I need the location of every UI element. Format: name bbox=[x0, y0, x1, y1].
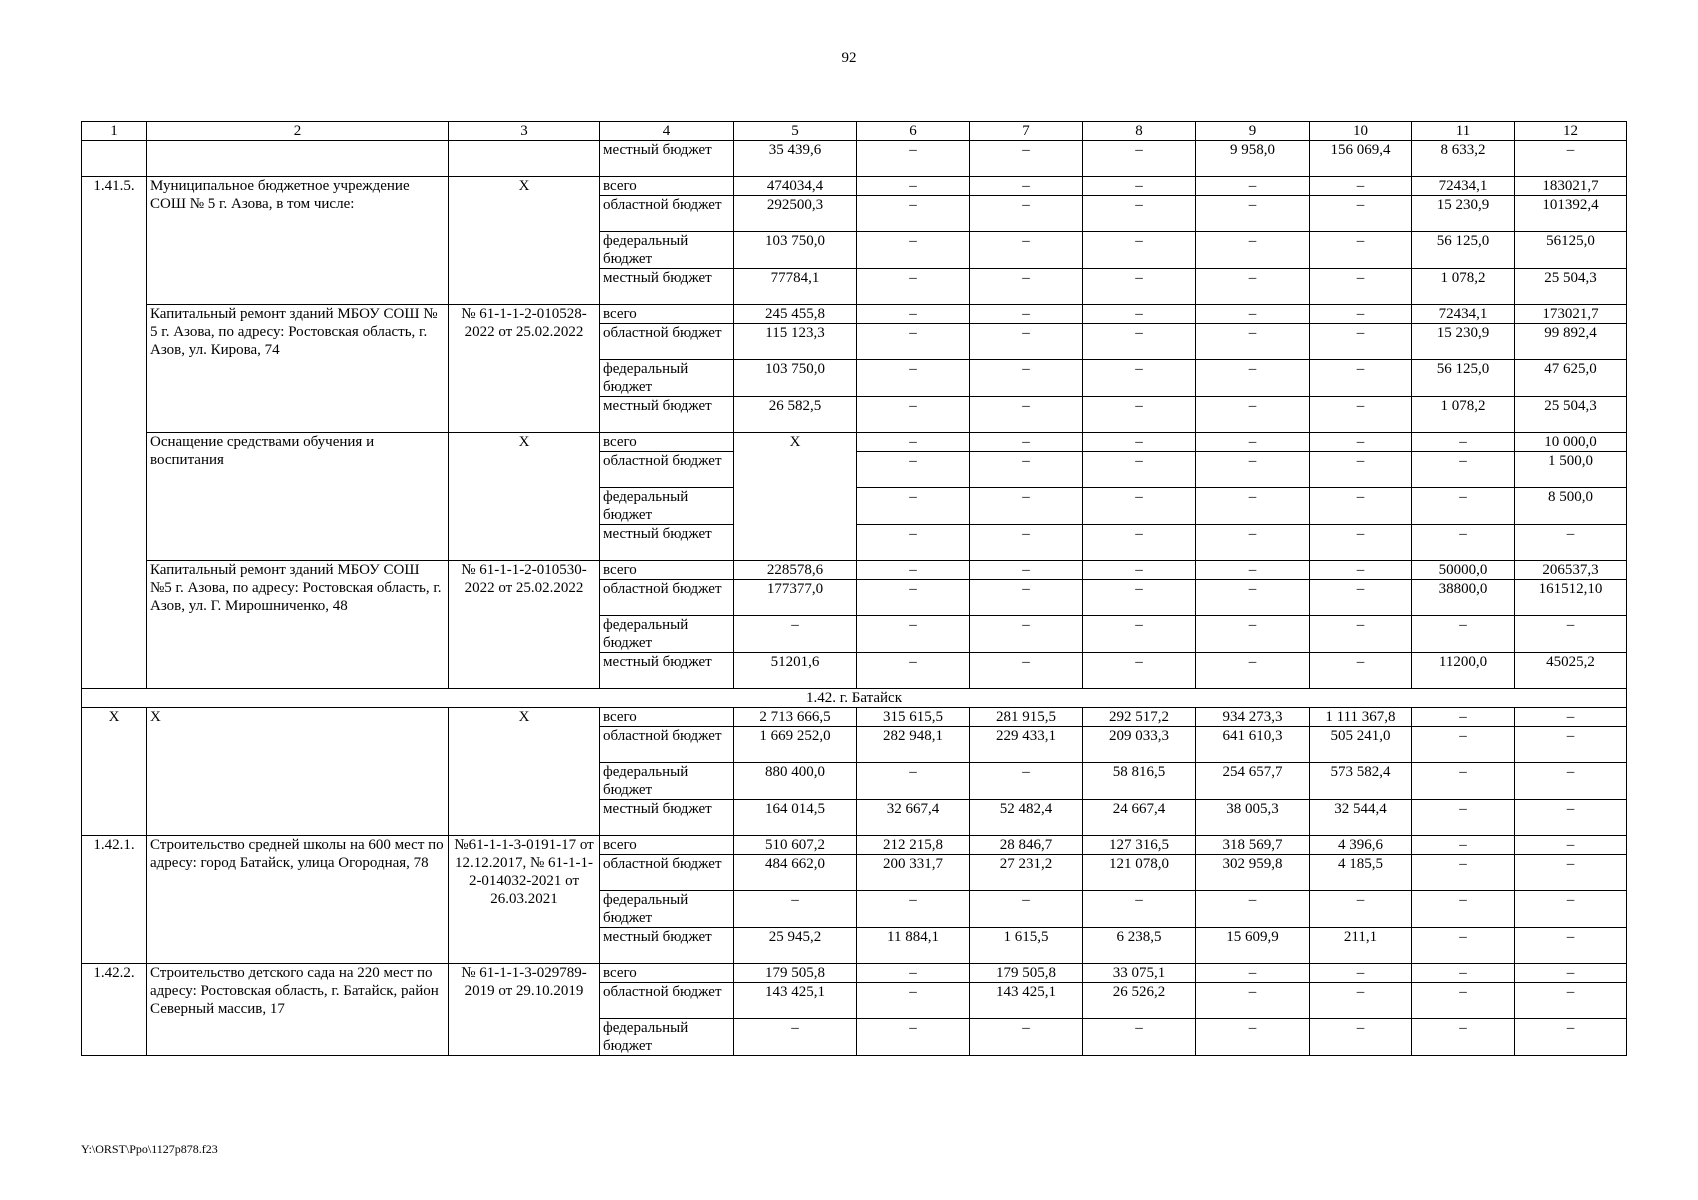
value-cell: – bbox=[970, 1019, 1083, 1056]
value-cell: – bbox=[1196, 452, 1310, 488]
value-cell: – bbox=[1412, 928, 1515, 964]
value-cell: 179 505,8 bbox=[970, 964, 1083, 983]
value-cell: – bbox=[1515, 800, 1627, 836]
value-cell: – bbox=[1310, 561, 1412, 580]
value-cell: – bbox=[1196, 269, 1310, 305]
column-number: 6 bbox=[857, 122, 970, 141]
budget-source: областной бюджет bbox=[600, 580, 734, 616]
value-cell: 38 005,3 bbox=[1196, 800, 1310, 836]
value-cell: 474034,4 bbox=[734, 177, 857, 196]
value-cell: – bbox=[857, 653, 970, 689]
item-description: Строительство средней школы на 600 мест по адресу: город Батайск, улица Огородная, 78 bbox=[147, 836, 449, 964]
value-cell: – bbox=[1083, 653, 1196, 689]
budget-source: областной бюджет bbox=[600, 983, 734, 1019]
value-cell: 505 241,0 bbox=[1310, 727, 1412, 763]
document-number: X bbox=[449, 433, 600, 561]
item-number: X bbox=[82, 708, 147, 836]
budget-source: федеральный бюджет bbox=[600, 232, 734, 269]
value-cell: 8 633,2 bbox=[1412, 141, 1515, 177]
column-number: 3 bbox=[449, 122, 600, 141]
document-number: X bbox=[449, 708, 600, 836]
value-cell: – bbox=[1196, 360, 1310, 397]
value-cell: 254 657,7 bbox=[1196, 763, 1310, 800]
budget-source: местный бюджет bbox=[600, 928, 734, 964]
value-cell: – bbox=[1196, 488, 1310, 525]
value-cell: 121 078,0 bbox=[1083, 855, 1196, 891]
document-number: № 61-1-1-3-029789-2019 от 29.10.2019 bbox=[449, 964, 600, 1056]
value-cell: – bbox=[1515, 928, 1627, 964]
value-cell: – bbox=[857, 177, 970, 196]
value-cell: 15 230,9 bbox=[1412, 196, 1515, 232]
table-row bbox=[82, 964, 1627, 983]
value-cell: 143 425,1 bbox=[734, 983, 857, 1019]
value-cell: – bbox=[1083, 1019, 1196, 1056]
value-cell: 28 846,7 bbox=[970, 836, 1083, 855]
value-cell: – bbox=[1083, 616, 1196, 653]
value-cell: – bbox=[1083, 580, 1196, 616]
value-cell: – bbox=[1515, 727, 1627, 763]
budget-source: местный бюджет bbox=[600, 800, 734, 836]
value-cell: – bbox=[970, 196, 1083, 232]
value-cell: 11 884,1 bbox=[857, 928, 970, 964]
value-cell: 32 544,4 bbox=[1310, 800, 1412, 836]
value-cell: 164 014,5 bbox=[734, 800, 857, 836]
value-cell: 292 517,2 bbox=[1083, 708, 1196, 727]
value-cell: 45025,2 bbox=[1515, 653, 1627, 689]
value-cell: – bbox=[1412, 727, 1515, 763]
value-cell: – bbox=[857, 269, 970, 305]
value-cell: 282 948,1 bbox=[857, 727, 970, 763]
value-cell: 318 569,7 bbox=[1196, 836, 1310, 855]
value-cell: 10 000,0 bbox=[1515, 433, 1627, 452]
value-cell: – bbox=[1310, 232, 1412, 269]
table-row bbox=[82, 177, 1627, 196]
value-cell: – bbox=[857, 433, 970, 452]
value-cell: – bbox=[1196, 232, 1310, 269]
budget-source: местный бюджет bbox=[600, 269, 734, 305]
value-cell: 6 238,5 bbox=[1083, 928, 1196, 964]
item-description: Строительство детского сада на 220 мест по адресу: Ростовская область, г. Батайск, район Северный массив, 17 bbox=[147, 964, 449, 1056]
value-cell: 4 185,5 bbox=[1310, 855, 1412, 891]
budget-source: местный бюджет bbox=[600, 141, 734, 177]
value-cell: 302 959,8 bbox=[1196, 855, 1310, 891]
item-description: X bbox=[147, 708, 449, 836]
value-cell: – bbox=[970, 269, 1083, 305]
value-cell: 72434,1 bbox=[1412, 305, 1515, 324]
value-cell: 56 125,0 bbox=[1412, 360, 1515, 397]
value-cell: – bbox=[970, 561, 1083, 580]
column-number: 5 bbox=[734, 122, 857, 141]
value-cell: 641 610,3 bbox=[1196, 727, 1310, 763]
value-cell: – bbox=[1196, 580, 1310, 616]
value-cell: – bbox=[1515, 891, 1627, 928]
budget-source: всего bbox=[600, 177, 734, 196]
table-row bbox=[82, 561, 1627, 580]
value-cell: – bbox=[1515, 708, 1627, 727]
value-cell: – bbox=[857, 196, 970, 232]
value-cell: 229 433,1 bbox=[970, 727, 1083, 763]
value-cell: – bbox=[1310, 525, 1412, 561]
budget-source: всего bbox=[600, 433, 734, 452]
value-cell: – bbox=[1196, 433, 1310, 452]
value-cell: – bbox=[1412, 836, 1515, 855]
value-cell: – bbox=[1310, 964, 1412, 983]
table-row bbox=[82, 141, 1627, 177]
value-cell: – bbox=[857, 324, 970, 360]
value-cell: – bbox=[1310, 653, 1412, 689]
value-cell: – bbox=[1083, 488, 1196, 525]
value-cell: – bbox=[1412, 964, 1515, 983]
value-cell: – bbox=[1083, 232, 1196, 269]
value-cell: – bbox=[857, 561, 970, 580]
budget-source: федеральный бюджет bbox=[600, 488, 734, 525]
table-row bbox=[82, 836, 1627, 855]
budget-source: федеральный бюджет bbox=[600, 1019, 734, 1056]
value-cell: 1 500,0 bbox=[1515, 452, 1627, 488]
document-number: №61-1-1-3-0191-17 от 12.12.2017, № 61-1-1-2-014032-2021 от 26.03.2021 bbox=[449, 836, 600, 964]
table-row bbox=[82, 708, 1627, 727]
value-cell: 1 078,2 bbox=[1412, 397, 1515, 433]
value-cell: – bbox=[857, 397, 970, 433]
value-cell: 56125,0 bbox=[1515, 232, 1627, 269]
column-number: 12 bbox=[1515, 122, 1627, 141]
value-cell: 8 500,0 bbox=[1515, 488, 1627, 525]
value-cell: 26 526,2 bbox=[1083, 983, 1196, 1019]
value-cell: – bbox=[734, 616, 857, 653]
value-cell: – bbox=[1515, 964, 1627, 983]
value-cell: – bbox=[970, 360, 1083, 397]
value-cell: – bbox=[970, 177, 1083, 196]
value-cell: – bbox=[857, 891, 970, 928]
value-cell: – bbox=[857, 616, 970, 653]
item-description bbox=[147, 141, 449, 177]
column-number: 8 bbox=[1083, 122, 1196, 141]
value-cell: – bbox=[1083, 269, 1196, 305]
header-row bbox=[82, 122, 1627, 141]
value-cell: 25 945,2 bbox=[734, 928, 857, 964]
value-cell: – bbox=[970, 763, 1083, 800]
value-cell: – bbox=[1083, 397, 1196, 433]
value-cell: 1 111 367,8 bbox=[1310, 708, 1412, 727]
item-description: Муниципальное бюджетное учреждение СОШ № 5 г. Азова, в том числе: bbox=[147, 177, 449, 305]
value-cell: – bbox=[857, 141, 970, 177]
value-cell: – bbox=[970, 397, 1083, 433]
value-cell: 24 667,4 bbox=[1083, 800, 1196, 836]
value-cell: 510 607,2 bbox=[734, 836, 857, 855]
value-cell: 38800,0 bbox=[1412, 580, 1515, 616]
value-cell: 25 504,3 bbox=[1515, 397, 1627, 433]
value-cell: – bbox=[1196, 196, 1310, 232]
value-cell: – bbox=[857, 305, 970, 324]
value-cell: – bbox=[1515, 836, 1627, 855]
value-cell: – bbox=[1310, 305, 1412, 324]
budget-source: местный бюджет bbox=[600, 397, 734, 433]
value-cell: 33 075,1 bbox=[1083, 964, 1196, 983]
value-cell: – bbox=[1196, 324, 1310, 360]
value-cell: – bbox=[1412, 488, 1515, 525]
budget-source: федеральный бюджет bbox=[600, 360, 734, 397]
document-number: X bbox=[449, 177, 600, 305]
file-path-footer: Y:\ORST\Ppo\1127p878.f23 bbox=[81, 1142, 218, 1156]
value-cell: – bbox=[1310, 891, 1412, 928]
value-cell: – bbox=[1196, 983, 1310, 1019]
document-number: № 61-1-1-2-010528-2022 от 25.02.2022 bbox=[449, 305, 600, 433]
value-cell: – bbox=[1196, 653, 1310, 689]
budget-source: федеральный бюджет bbox=[600, 616, 734, 653]
value-cell: 212 215,8 bbox=[857, 836, 970, 855]
value-cell: 1 669 252,0 bbox=[734, 727, 857, 763]
value-cell: 9 958,0 bbox=[1196, 141, 1310, 177]
value-cell: – bbox=[857, 232, 970, 269]
value-cell: 103 750,0 bbox=[734, 232, 857, 269]
value-cell: – bbox=[970, 141, 1083, 177]
value-cell: – bbox=[1310, 452, 1412, 488]
budget-source: всего bbox=[600, 836, 734, 855]
value-cell: – bbox=[1412, 525, 1515, 561]
value-cell: – bbox=[1083, 324, 1196, 360]
value-cell: – bbox=[1196, 525, 1310, 561]
value-cell: – bbox=[857, 360, 970, 397]
value-cell: – bbox=[857, 763, 970, 800]
value-cell: – bbox=[1196, 616, 1310, 653]
value-cell: – bbox=[970, 525, 1083, 561]
budget-source: областной бюджет bbox=[600, 452, 734, 488]
budget-source: всего bbox=[600, 305, 734, 324]
value-cell: 27 231,2 bbox=[970, 855, 1083, 891]
value-cell: – bbox=[1310, 269, 1412, 305]
value-cell: – bbox=[1196, 964, 1310, 983]
value-cell: 200 331,7 bbox=[857, 855, 970, 891]
table-row bbox=[82, 305, 1627, 324]
value-cell: – bbox=[1310, 488, 1412, 525]
value-cell: 72434,1 bbox=[1412, 177, 1515, 196]
value-cell: 179 505,8 bbox=[734, 964, 857, 983]
value-cell: 52 482,4 bbox=[970, 800, 1083, 836]
value-cell: – bbox=[1412, 708, 1515, 727]
value-cell: 161512,10 bbox=[1515, 580, 1627, 616]
value-cell: 115 123,3 bbox=[734, 324, 857, 360]
value-cell: – bbox=[1083, 360, 1196, 397]
value-cell: – bbox=[1515, 855, 1627, 891]
value-cell: – bbox=[1310, 580, 1412, 616]
item-number: 1.42.1. bbox=[82, 836, 147, 964]
value-cell: 35 439,6 bbox=[734, 141, 857, 177]
item-number bbox=[82, 141, 147, 177]
value-cell: 1 078,2 bbox=[1412, 269, 1515, 305]
budget-source: местный бюджет bbox=[600, 525, 734, 561]
value-cell: 183021,7 bbox=[1515, 177, 1627, 196]
value-cell: 211,1 bbox=[1310, 928, 1412, 964]
value-cell: 484 662,0 bbox=[734, 855, 857, 891]
value-cell: 50000,0 bbox=[1412, 561, 1515, 580]
column-number: 1 bbox=[82, 122, 147, 141]
item-description: Капитальный ремонт зданий МБОУ СОШ № 5 г. Азова, по адресу: Ростовская область, г. Азов, ул. Кирова, 74 bbox=[147, 305, 449, 433]
value-cell: – bbox=[970, 452, 1083, 488]
value-cell: – bbox=[970, 305, 1083, 324]
value-cell: – bbox=[1196, 561, 1310, 580]
section-title: 1.42. г. Батайск bbox=[82, 689, 1627, 708]
value-cell: – bbox=[734, 891, 857, 928]
value-cell: 25 504,3 bbox=[1515, 269, 1627, 305]
value-cell: – bbox=[1083, 196, 1196, 232]
value-cell: 15 230,9 bbox=[1412, 324, 1515, 360]
value-cell: – bbox=[1515, 1019, 1627, 1056]
value-cell: 101392,4 bbox=[1515, 196, 1627, 232]
budget-source: федеральный бюджет bbox=[600, 763, 734, 800]
value-cell: – bbox=[1196, 891, 1310, 928]
value-cell: – bbox=[1310, 983, 1412, 1019]
total-value-cell: X bbox=[734, 433, 857, 561]
value-cell: – bbox=[1412, 800, 1515, 836]
document-number bbox=[449, 141, 600, 177]
value-cell: – bbox=[1412, 616, 1515, 653]
column-number: 10 bbox=[1310, 122, 1412, 141]
value-cell: 143 425,1 bbox=[970, 983, 1083, 1019]
value-cell: 77784,1 bbox=[734, 269, 857, 305]
value-cell: – bbox=[1412, 891, 1515, 928]
value-cell: 245 455,8 bbox=[734, 305, 857, 324]
value-cell: – bbox=[1083, 525, 1196, 561]
value-cell: 4 396,6 bbox=[1310, 836, 1412, 855]
value-cell: – bbox=[1196, 305, 1310, 324]
item-number: 1.42.2. bbox=[82, 964, 147, 1056]
page-number: 92 bbox=[841, 50, 857, 66]
value-cell: 315 615,5 bbox=[857, 708, 970, 727]
column-number: 9 bbox=[1196, 122, 1310, 141]
document-number: № 61-1-1-2-010530-2022 от 25.02.2022 bbox=[449, 561, 600, 689]
value-cell: – bbox=[1515, 983, 1627, 1019]
value-cell: – bbox=[970, 232, 1083, 269]
value-cell: – bbox=[970, 433, 1083, 452]
column-number: 2 bbox=[147, 122, 449, 141]
budget-source: всего bbox=[600, 708, 734, 727]
value-cell: – bbox=[1196, 1019, 1310, 1056]
budget-source: областной бюджет bbox=[600, 855, 734, 891]
value-cell: – bbox=[1310, 360, 1412, 397]
value-cell: – bbox=[1310, 1019, 1412, 1056]
budget-source: федеральный бюджет bbox=[600, 891, 734, 928]
value-cell: – bbox=[970, 580, 1083, 616]
value-cell: 573 582,4 bbox=[1310, 763, 1412, 800]
item-description: Оснащение средствами обучения и воспитания bbox=[147, 433, 449, 561]
value-cell: – bbox=[1310, 324, 1412, 360]
value-cell: – bbox=[1412, 983, 1515, 1019]
value-cell: – bbox=[857, 964, 970, 983]
value-cell: – bbox=[1412, 855, 1515, 891]
value-cell: – bbox=[857, 1019, 970, 1056]
value-cell: – bbox=[970, 324, 1083, 360]
value-cell: – bbox=[1310, 397, 1412, 433]
value-cell: – bbox=[857, 525, 970, 561]
value-cell: – bbox=[1083, 177, 1196, 196]
value-cell: 934 273,3 bbox=[1196, 708, 1310, 727]
value-cell: – bbox=[857, 580, 970, 616]
budget-source: областной бюджет bbox=[600, 196, 734, 232]
value-cell: – bbox=[1412, 763, 1515, 800]
value-cell: 99 892,4 bbox=[1515, 324, 1627, 360]
value-cell: 11200,0 bbox=[1412, 653, 1515, 689]
value-cell: – bbox=[1083, 891, 1196, 928]
item-description: Капитальный ремонт зданий МБОУ СОШ №5 г. Азова, по адресу: Ростовская область, г. Азов, ул. Г. Мирошниченко, 48 bbox=[147, 561, 449, 689]
value-cell: 26 582,5 bbox=[734, 397, 857, 433]
value-cell: – bbox=[734, 1019, 857, 1056]
value-cell: 103 750,0 bbox=[734, 360, 857, 397]
value-cell: 206537,3 bbox=[1515, 561, 1627, 580]
value-cell: – bbox=[1196, 177, 1310, 196]
value-cell: – bbox=[857, 452, 970, 488]
value-cell: – bbox=[970, 616, 1083, 653]
value-cell: – bbox=[1310, 196, 1412, 232]
value-cell: 56 125,0 bbox=[1412, 232, 1515, 269]
value-cell: – bbox=[1310, 616, 1412, 653]
value-cell: – bbox=[1412, 452, 1515, 488]
value-cell: 51201,6 bbox=[734, 653, 857, 689]
budget-source: местный бюджет bbox=[600, 653, 734, 689]
value-cell: 292500,3 bbox=[734, 196, 857, 232]
value-cell: – bbox=[1196, 397, 1310, 433]
value-cell: 281 915,5 bbox=[970, 708, 1083, 727]
value-cell: 15 609,9 bbox=[1196, 928, 1310, 964]
section-row bbox=[82, 689, 1627, 708]
value-cell: – bbox=[970, 653, 1083, 689]
value-cell: 47 625,0 bbox=[1515, 360, 1627, 397]
value-cell: – bbox=[970, 891, 1083, 928]
value-cell: – bbox=[1412, 1019, 1515, 1056]
column-number: 4 bbox=[600, 122, 734, 141]
value-cell: 58 816,5 bbox=[1083, 763, 1196, 800]
value-cell: 173021,7 bbox=[1515, 305, 1627, 324]
value-cell: – bbox=[857, 488, 970, 525]
budget-table bbox=[81, 121, 1627, 1056]
value-cell: – bbox=[1083, 452, 1196, 488]
value-cell: 32 667,4 bbox=[857, 800, 970, 836]
budget-source: областной бюджет bbox=[600, 324, 734, 360]
column-number: 11 bbox=[1412, 122, 1515, 141]
value-cell: – bbox=[1310, 177, 1412, 196]
value-cell: 2 713 666,5 bbox=[734, 708, 857, 727]
value-cell: – bbox=[1515, 525, 1627, 561]
value-cell: 209 033,3 bbox=[1083, 727, 1196, 763]
budget-source: всего bbox=[600, 964, 734, 983]
value-cell: – bbox=[1310, 433, 1412, 452]
value-cell: 1 615,5 bbox=[970, 928, 1083, 964]
value-cell: – bbox=[1412, 433, 1515, 452]
budget-source: всего bbox=[600, 561, 734, 580]
value-cell: – bbox=[1083, 305, 1196, 324]
value-cell: – bbox=[1083, 141, 1196, 177]
value-cell: 228578,6 bbox=[734, 561, 857, 580]
value-cell: 156 069,4 bbox=[1310, 141, 1412, 177]
item-number: 1.41.5. bbox=[82, 177, 147, 689]
value-cell: – bbox=[970, 488, 1083, 525]
value-cell: – bbox=[1083, 433, 1196, 452]
budget-source: областной бюджет bbox=[600, 727, 734, 763]
value-cell: – bbox=[1083, 561, 1196, 580]
column-number: 7 bbox=[970, 122, 1083, 141]
value-cell: – bbox=[857, 983, 970, 1019]
table-row bbox=[82, 433, 1627, 452]
value-cell: 880 400,0 bbox=[734, 763, 857, 800]
value-cell: – bbox=[1515, 141, 1627, 177]
value-cell: 177377,0 bbox=[734, 580, 857, 616]
value-cell: – bbox=[1515, 616, 1627, 653]
value-cell: 127 316,5 bbox=[1083, 836, 1196, 855]
value-cell: – bbox=[1515, 763, 1627, 800]
